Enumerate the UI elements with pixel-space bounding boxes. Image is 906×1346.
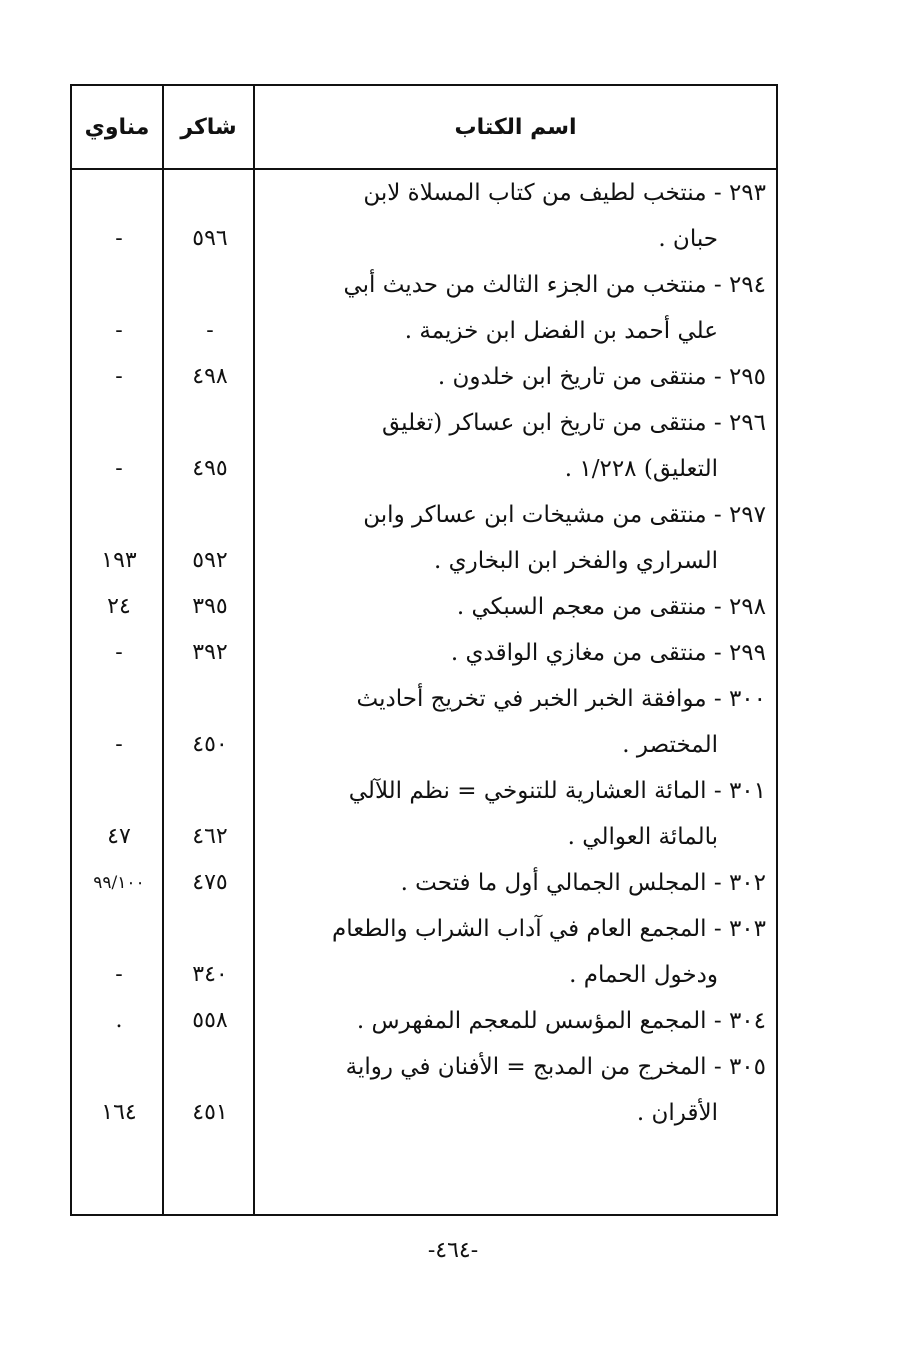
manawi-value: -	[115, 456, 123, 481]
entry-298	[268, 584, 766, 630]
manawi-value: -	[115, 732, 123, 757]
entry-302	[268, 860, 766, 906]
manawi-value: ١٩٣	[101, 548, 137, 573]
entry-297	[268, 492, 766, 584]
entry-295	[268, 354, 766, 400]
shakir-value: ٤٩٥	[192, 456, 228, 481]
entry-text-cont: ودخول الحمام .	[569, 962, 718, 988]
shakir-value: ٣٩٢	[192, 640, 228, 665]
manawi-value: ٢٤	[107, 594, 131, 619]
shakir-value: ٣٩٥	[192, 594, 228, 619]
shakir-value: ٥٩٦	[192, 226, 228, 251]
entry-text-cont: الأقران .	[636, 1100, 718, 1126]
entry-text: ٣٠١ - المائة العشارية للتنوخي = نظم اللآلي	[348, 778, 766, 804]
entry-text: ٢٩٤ - منتخب من الجزء الثالث من حديث أبي	[343, 272, 766, 298]
entry-304	[268, 998, 766, 1044]
entry-text-cont: بالمائة العوالي .	[567, 824, 718, 850]
manawi-value: -	[115, 318, 123, 343]
manawi-value: -	[115, 364, 123, 389]
shakir-value: ٤٥١	[192, 1100, 228, 1125]
entry-text-cont: علي أحمد بن الفضل ابن خزيمة .	[404, 318, 718, 344]
entry-text: ٢٩٨ - منتقى من معجم السبكي .	[456, 594, 766, 620]
book-table	[70, 84, 778, 1216]
manawi-value: -	[115, 640, 123, 665]
entry-text: ٢٩٧ - منتقى من مشيخات ابن عساكر وابن	[363, 502, 766, 528]
shakir-value: -	[206, 318, 214, 343]
entry-293	[268, 170, 766, 262]
entry-text-cont: السراري والفخر ابن البخاري .	[434, 548, 718, 574]
manawi-value: ٩٩/١٠٠	[93, 873, 145, 893]
entry-text: ٢٩٣ - منتخب لطيف من كتاب المسلاة لابن	[363, 180, 766, 206]
header-manawi: مناوي	[84, 114, 150, 140]
entry-text: ٣٠٤ - المجمع المؤسس للمعجم المفهرس .	[356, 1008, 766, 1034]
entry-296	[268, 400, 766, 492]
manawi-value: ١٦٤	[101, 1100, 137, 1125]
header-title: اسم الكتاب	[454, 114, 577, 140]
entry-text-cont: التعليق) ١/٢٢٨ .	[564, 456, 718, 482]
entry-text: ٣٠٢ - المجلس الجمالي أول ما فتحت .	[400, 870, 766, 896]
manawi-value: .	[115, 1008, 123, 1033]
shakir-value: ٤٥٠	[192, 732, 228, 757]
entry-294	[268, 262, 766, 354]
entry-text: ٣٠٥ - المخرج من المدبج = الأفنان في رواية	[345, 1054, 766, 1080]
entry-301	[268, 768, 766, 860]
entry-text: ٢٩٥ - منتقى من تاريخ ابن خلدون .	[437, 364, 766, 390]
shakir-value: ٤٦٢	[192, 824, 228, 849]
entry-299	[268, 630, 766, 676]
entry-text: ٣٠٠ - موافقة الخبر الخبر في تخريج أحاديث	[356, 686, 766, 712]
manawi-value: ٤٧	[107, 824, 131, 849]
shakir-value: ٥٥٨	[192, 1008, 228, 1033]
shakir-value: ٤٧٥	[192, 870, 228, 895]
manawi-value: -	[115, 226, 123, 251]
entry-text: ٢٩٦ - منتقى من تاريخ ابن عساكر (تغليق	[381, 410, 766, 436]
shakir-value: ٥٩٢	[192, 548, 228, 573]
manawi-value: -	[115, 962, 123, 987]
page-number: -٤٦٤-	[427, 1238, 479, 1263]
entry-text: ٢٩٩ - منتقى من مغازي الواقدي .	[450, 640, 766, 666]
shakir-value: ٤٩٨	[192, 364, 228, 389]
shakir-value: ٣٤٠	[192, 962, 228, 987]
entry-303	[268, 906, 766, 998]
header-shakir: شاكر	[180, 114, 237, 140]
entry-text: ٣٠٣ - المجمع العام في آداب الشراب والطعام	[331, 916, 766, 942]
entry-text-cont: حبان .	[658, 226, 718, 252]
entry-305	[268, 1044, 766, 1136]
entry-text-cont: المختصر .	[622, 732, 718, 758]
entry-300	[268, 676, 766, 768]
